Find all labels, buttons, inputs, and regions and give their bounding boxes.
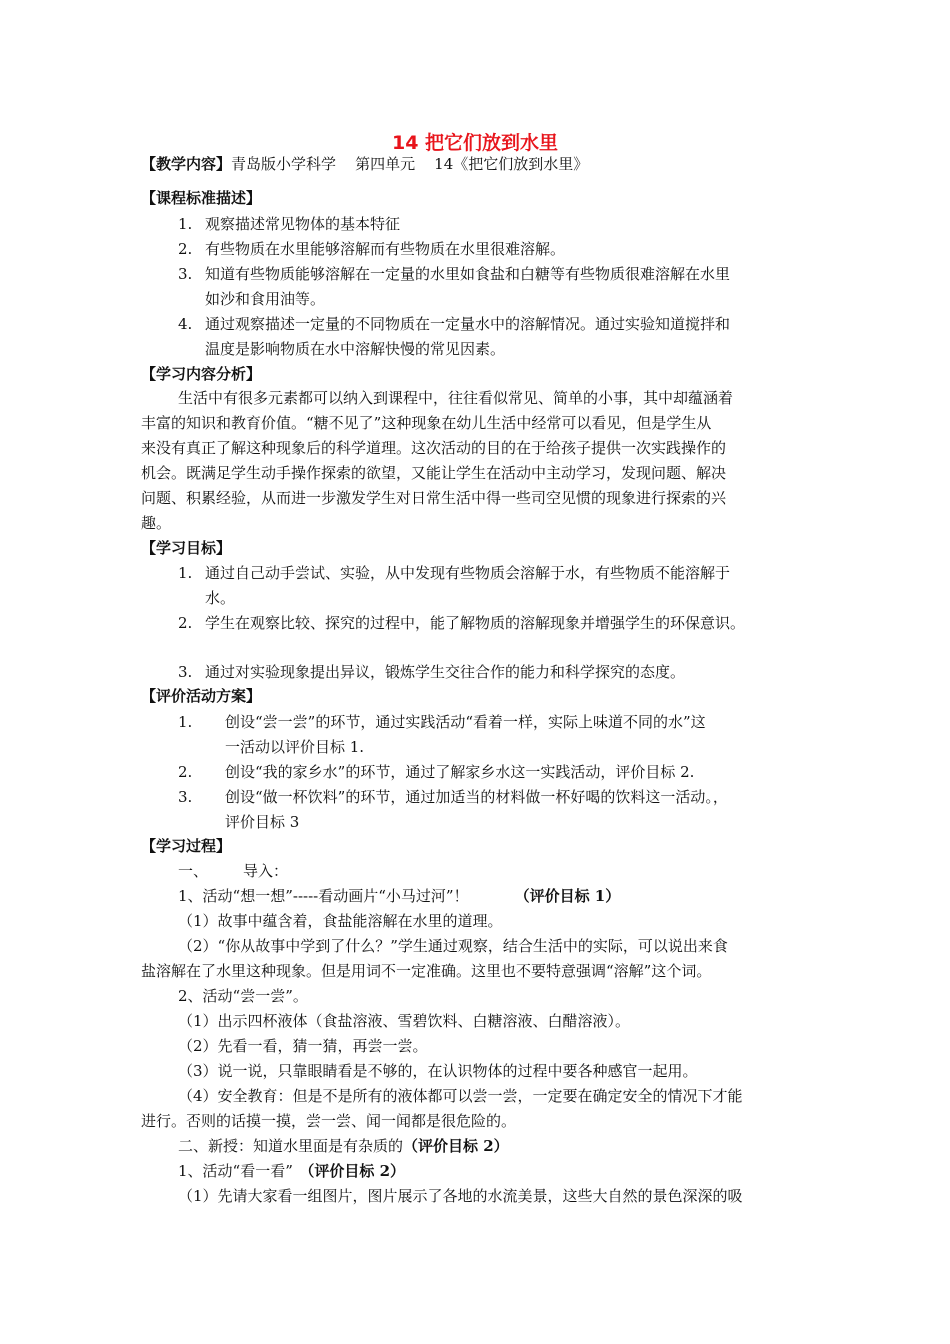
analysis-line-6: 趣。: [141, 514, 172, 532]
goals-num-1: 1.: [178, 564, 193, 582]
analysis-line-1: 生活中有很多元素都可以纳入到课程中，往往看似常见、简单的小事，其中却蕴涵着: [178, 389, 734, 407]
analysis-heading: 【学习内容分析】: [141, 365, 262, 383]
activity-3-point-1: （1）先请大家看一组图片，图片展示了各地的水流美景，这些大自然的景色深深的吸: [178, 1187, 743, 1205]
activity-1-tag: （评价目标 1）: [514, 887, 621, 905]
standards-item-4-line-2: 温度是影响物质在水中溶解快慢的常见因素。: [205, 340, 506, 358]
new-lesson-line: [178, 1134, 509, 1158]
goals-item-3: 通过对实验现象提出异议，锻炼学生交往合作的能力和科学探究的态度。: [205, 663, 686, 681]
standards-heading: 【课程标准描述】: [141, 189, 262, 207]
activity-2-point-1: （1）出示四杯液体（食盐溶液、雪碧饮料、白糖溶液、白醋溶液）。: [178, 1012, 631, 1030]
activity-2-point-3: （3）说一说，只靠眼睛看是不够的，在认识物体的过程中要各种感官一起用。: [178, 1062, 698, 1080]
goals-item-1-line-1: 通过自己动手尝试、实验，从中发现有些物质会溶解于水，有些物质不能溶解于: [205, 564, 731, 582]
standards-item-4-line-1: 通过观察描述一定量的不同物质在一定量水中的溶解情况。通过实验知道搅拌和: [205, 315, 731, 333]
standards-item-1: 观察描述常见物体的基本特征: [205, 215, 401, 233]
goals-heading: 【学习目标】: [141, 539, 232, 557]
analysis-line-5: 问题、积累经验，从而进一步激发学生对日常生活中得一些司空见惯的现象进行探索的兴: [141, 489, 727, 507]
goals-num-3: 3.: [178, 663, 193, 681]
standards-num-4: 4.: [178, 315, 193, 333]
page-title: 14 把它们放到水里: [391, 132, 559, 154]
evaluation-item-3-line-1: 创设“做一杯饮料”的环节，通过加适当的材料做一杯好喝的饮料这一活动。，: [225, 788, 728, 806]
activity-2-point-4-line-2: 进行。否则的话摸一摸，尝一尝、闻一闻都是很危险的。: [141, 1112, 517, 1130]
process-intro-number: 一、: [178, 862, 209, 880]
evaluation-item-3-line-2: 评价目标 3: [225, 813, 300, 831]
goals-num-2: 2.: [178, 614, 193, 632]
activity-1-text: 1、活动“想一想”-----看动画片“小马过河”！: [178, 887, 469, 905]
activity-3-line: [178, 1159, 405, 1183]
evaluation-item-1-line-2: 一活动以评价目标 1.: [225, 738, 365, 756]
evaluation-num-2: 2.: [178, 763, 193, 781]
standards-num-3: 3.: [178, 265, 193, 283]
teaching-content-text: 青岛版小学科学 第四单元 14《把它们放到水里》: [231, 155, 589, 173]
standards-num-1: 1.: [178, 215, 193, 233]
activity-1-line: [178, 884, 620, 908]
new-lesson-tag: （评价目标 2）: [403, 1137, 509, 1155]
standards-item-2: 有些物质在水里能够溶解而有些物质在水里很难溶解。: [205, 240, 566, 258]
process-heading: 【学习过程】: [141, 837, 232, 855]
standards-item-3-line-1: 知道有些物质能够溶解在一定量的水里如食盐和白糖等有些物质很难溶解在水里: [205, 265, 731, 283]
evaluation-item-1-line-1: 创设“尝一尝”的环节，通过实践活动“看着一样，实际上味道不同的水”这: [225, 713, 706, 731]
activity-2-point-2: （2）先看一看，猜一猜，再尝一尝。: [178, 1037, 428, 1055]
activity-1-point-2-line-2: 盐溶解在了水里这种现象。但是用词不一定准确。这里也不要特意强调“溶解”这个词。: [141, 962, 712, 980]
evaluation-num-1: 1.: [178, 713, 193, 731]
analysis-line-2: 丰富的知识和教育价值。“糖不见了”这种现象在幼儿生活中经常可以看见，但是学生从: [141, 414, 712, 432]
analysis-line-3: 来没有真正了解这种现象后的科学道理。这次活动的目的在于给孩子提供一次实践操作的: [141, 439, 727, 457]
activity-3-tag: （评价目标 2）: [306, 1162, 406, 1180]
new-lesson-text: 二、新授：知道水里面是有杂质的: [178, 1137, 404, 1155]
evaluation-num-3: 3.: [178, 788, 193, 806]
teaching-content-label: 【教学内容】: [141, 155, 232, 173]
activity-1-point-1: （1）故事中蕴含着，食盐能溶解在水里的道理。: [178, 912, 503, 930]
goals-item-1-line-2: 水。: [205, 589, 236, 607]
goals-item-2: 学生在观察比较、探究的过程中，能了解物质的溶解现象并增强学生的环保意识。: [205, 614, 746, 632]
evaluation-heading: 【评价活动方案】: [141, 687, 262, 705]
process-intro-text: 导入：: [243, 862, 289, 880]
activity-2-point-4-line-1: （4）安全教育：但是不是所有的液体都可以尝一尝，一定要在确定安全的情况下才能: [178, 1087, 743, 1105]
teaching-content-line: [141, 152, 588, 176]
standards-num-2: 2.: [178, 240, 193, 258]
activity-3-text: 1、活动“看一看”: [178, 1162, 293, 1180]
evaluation-item-2: 创设“我的家乡水”的环节，通过了解家乡水这一实践活动，评价目标 2.: [225, 763, 695, 781]
activity-1-point-2-line-1: （2）“你从故事中学到了什么？”学生通过观察，结合生活中的实际，可以说出来食: [178, 937, 728, 955]
activity-2-title: 2、活动“尝一尝”。: [178, 987, 308, 1005]
standards-item-3-line-2: 如沙和食用油等。: [205, 290, 326, 308]
analysis-line-4: 机会。既满足学生动手操作探索的欲望，又能让学生在活动中主动学习，发现问题、解决: [141, 464, 727, 482]
